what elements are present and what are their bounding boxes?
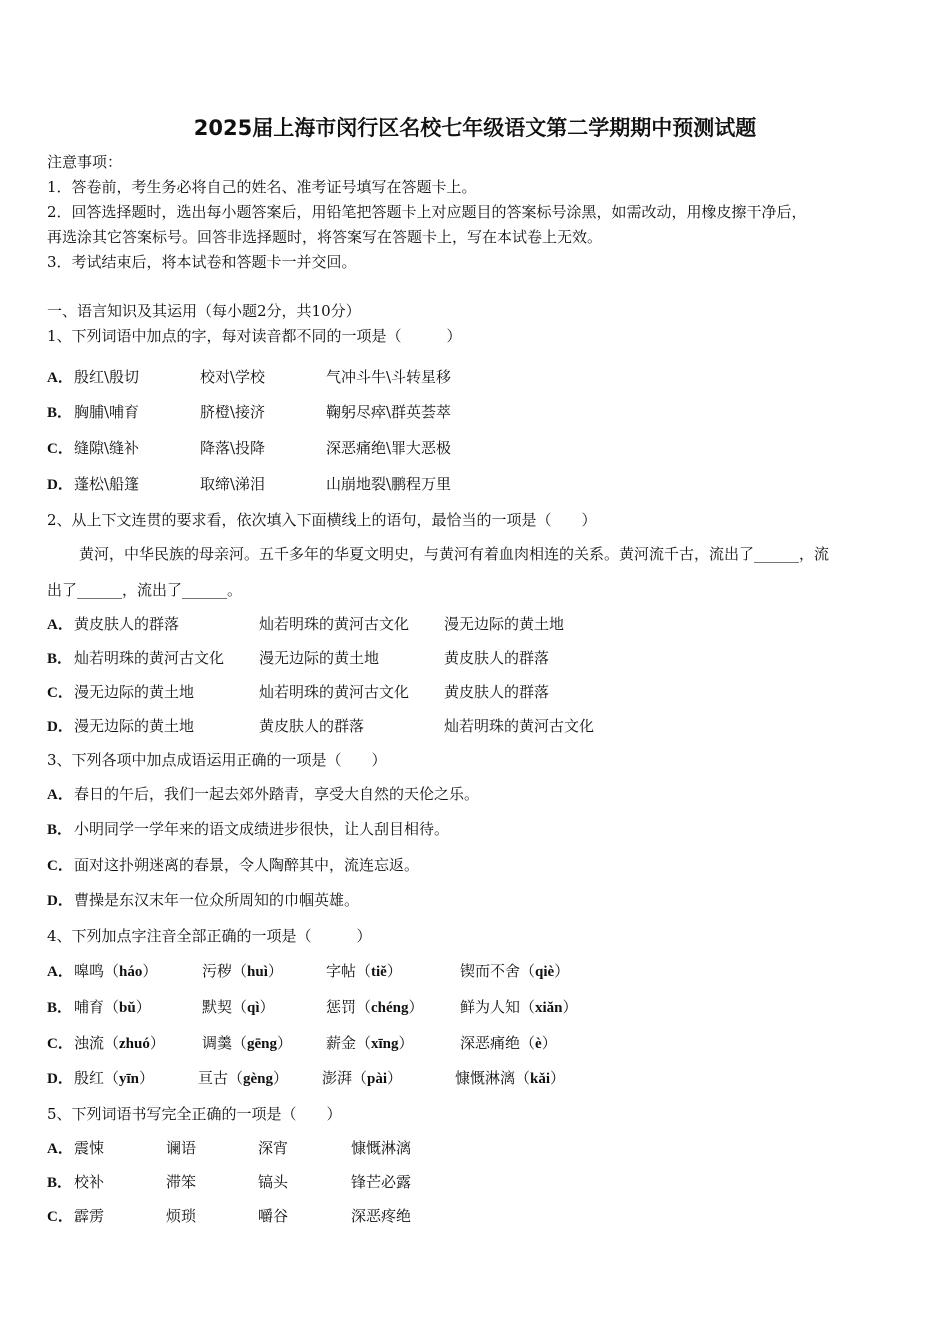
option-choice: 降落\投降 bbox=[200, 439, 266, 457]
option-choice: 镐头 bbox=[258, 1173, 289, 1191]
page-title: 2025届上海市闵行区名校七年级语文第二学期期中预测试题 bbox=[193, 116, 757, 140]
option-choice: 胸脯\哺育 bbox=[74, 403, 140, 421]
option-choice: 蓬松\船篷 bbox=[74, 475, 140, 493]
option-choice: 霹雳 bbox=[74, 1207, 105, 1225]
option-choice: 浊流（zhuó） bbox=[74, 1034, 165, 1052]
option-choice: 哺育（bǔ） bbox=[74, 998, 151, 1016]
option-choice: 灿若明珠的黄河古文化 bbox=[259, 683, 410, 701]
option-choice: 黄皮肤人的群落 bbox=[444, 649, 550, 667]
option-letter: C． bbox=[47, 1209, 73, 1225]
option-choice: 烦琐 bbox=[166, 1207, 197, 1225]
option-choice: 黄皮肤人的群落 bbox=[74, 615, 180, 633]
option-letter: C． bbox=[47, 1036, 73, 1052]
notice-item-2b: 再选涂其它答案标号。回答非选择题时，将答案写在答题卡上，写在本试卷上无效。 bbox=[47, 228, 603, 246]
option-choice: 灿若明珠的黄河古文化 bbox=[444, 717, 595, 735]
option-choice: 慷慨淋漓 bbox=[351, 1139, 412, 1157]
option-choice: 漫无边际的黄土地 bbox=[74, 683, 195, 701]
option-choice: 灿若明珠的黄河古文化 bbox=[74, 649, 225, 667]
option-choice: 亘古（gèng） bbox=[198, 1069, 289, 1087]
option-choice: 灿若明珠的黄河古文化 bbox=[259, 615, 410, 633]
option-choice: 深恶痛绝（è） bbox=[460, 1034, 557, 1052]
option-choice: 漫无边际的黄土地 bbox=[259, 649, 380, 667]
option-choice: 嚼谷 bbox=[258, 1207, 289, 1225]
option-choice: 漫无边际的黄土地 bbox=[74, 717, 195, 735]
question-5-stem: 5、下列词语书写完全正确的一项是（ ） bbox=[47, 1105, 342, 1123]
notice-item-2a: 2．回答选择题时，选出每小题答案后，用铅笔把答题卡上对应题目的答案标号涂黑，如需改动，用橡皮擦干净后， bbox=[47, 203, 807, 221]
section-heading: 一、语言知识及其运用（每小题2分，共10分） bbox=[47, 302, 361, 320]
notice-item-1: 1．答卷前，考生务必将自己的姓名、准考证号填写在答题卡上。 bbox=[47, 178, 477, 196]
option-text: 小明同学一学年来的语文成绩进步很快，让人刮目相待。 bbox=[74, 820, 450, 838]
option-choice: 默契（qì） bbox=[202, 998, 275, 1016]
option-letter: C． bbox=[47, 441, 73, 457]
option-text: 面对这扑朔迷离的春景，令人陶醉其中，流连忘返。 bbox=[74, 856, 420, 874]
option-letter: B． bbox=[47, 822, 73, 838]
option-choice: 山崩地裂\鹏程万里 bbox=[326, 475, 452, 493]
option-choice: 脐橙\接济 bbox=[200, 403, 266, 421]
option-choice: 慷慨淋漓（kǎi） bbox=[455, 1069, 566, 1087]
option-choice: 谰语 bbox=[166, 1139, 197, 1157]
option-choice: 鲜为人知（xiǎn） bbox=[460, 998, 578, 1016]
option-choice: 殷红\殷切 bbox=[74, 368, 140, 386]
option-letter: D． bbox=[47, 1071, 73, 1087]
option-choice: 嗥鸣（háo） bbox=[74, 962, 158, 980]
option-letter: A． bbox=[47, 787, 73, 803]
question-2-passage-line-1: 黄河，中华民族的母亲河。五千多年的华夏文明史，与黄河有着血肉相连的关系。黄河流千古，流出了______，流 bbox=[79, 545, 830, 563]
option-choice: 校补 bbox=[74, 1173, 105, 1191]
option-choice: 调羹（gēng） bbox=[202, 1034, 293, 1052]
option-choice: 震悚 bbox=[74, 1139, 105, 1157]
option-choice: 校对\学校 bbox=[200, 368, 266, 386]
question-2-passage-line-2: 出了______，流出了______。 bbox=[47, 581, 243, 599]
option-letter: D． bbox=[47, 477, 73, 493]
option-letter: A． bbox=[47, 1141, 73, 1157]
option-letter: D． bbox=[47, 893, 73, 909]
option-choice: 澎湃（pài） bbox=[322, 1069, 403, 1087]
notice-item-3: 3．考试结束后，将本试卷和答题卡一并交回。 bbox=[47, 253, 357, 271]
option-letter: B． bbox=[47, 1175, 73, 1191]
option-choice: 漫无边际的黄土地 bbox=[444, 615, 565, 633]
option-choice: 深宵 bbox=[258, 1139, 289, 1157]
option-choice: 污秽（huì） bbox=[202, 962, 283, 980]
option-choice: 缝隙\缝补 bbox=[74, 439, 140, 457]
option-choice: 黄皮肤人的群落 bbox=[259, 717, 365, 735]
notice-heading: 注意事项： bbox=[47, 153, 123, 171]
question-4-stem: 4、下列加点字注音全部正确的一项是（ ） bbox=[47, 927, 372, 945]
option-choice: 深恶痛绝\罪大恶极 bbox=[326, 439, 452, 457]
option-letter: A． bbox=[47, 370, 73, 386]
option-choice: 殷红（yīn） bbox=[74, 1069, 155, 1087]
option-letter: B． bbox=[47, 1000, 73, 1016]
option-choice: 鞠躬尽瘁\群英荟萃 bbox=[326, 403, 452, 421]
option-choice: 气冲斗牛\斗转星移 bbox=[326, 368, 452, 386]
option-choice: 惩罚（chéng） bbox=[326, 998, 424, 1016]
question-1-stem: 1、下列词语中加点的字，每对读音都不同的一项是（ ） bbox=[47, 327, 462, 345]
option-choice: 深恶疼绝 bbox=[351, 1207, 412, 1225]
option-letter: A． bbox=[47, 964, 73, 980]
question-2-stem: 2、从上下文连贯的要求看，依次填入下面横线上的语句，最恰当的一项是（ ） bbox=[47, 511, 597, 529]
option-choice: 字帖（tiě） bbox=[326, 962, 402, 980]
option-choice: 滞笨 bbox=[166, 1173, 197, 1191]
option-text: 曹操是东汉末年一位众所周知的巾帼英雄。 bbox=[74, 891, 360, 909]
option-choice: 取缔\涕泪 bbox=[200, 475, 266, 493]
option-letter: C． bbox=[47, 858, 73, 874]
option-choice: 黄皮肤人的群落 bbox=[444, 683, 550, 701]
option-letter: B． bbox=[47, 405, 73, 421]
option-choice: 锲而不舍（qiè） bbox=[460, 962, 570, 980]
option-letter: D． bbox=[47, 719, 73, 735]
option-letter: C． bbox=[47, 685, 73, 701]
option-text: 春日的午后，我们一起去郊外踏青，享受大自然的天伦之乐。 bbox=[74, 785, 480, 803]
question-3-stem: 3、下列各项中加点成语运用正确的一项是（ ） bbox=[47, 751, 387, 769]
option-choice: 薪金（xīng） bbox=[326, 1034, 414, 1052]
option-letter: A． bbox=[47, 617, 73, 633]
option-letter: B． bbox=[47, 651, 73, 667]
option-choice: 锋芒必露 bbox=[351, 1173, 412, 1191]
